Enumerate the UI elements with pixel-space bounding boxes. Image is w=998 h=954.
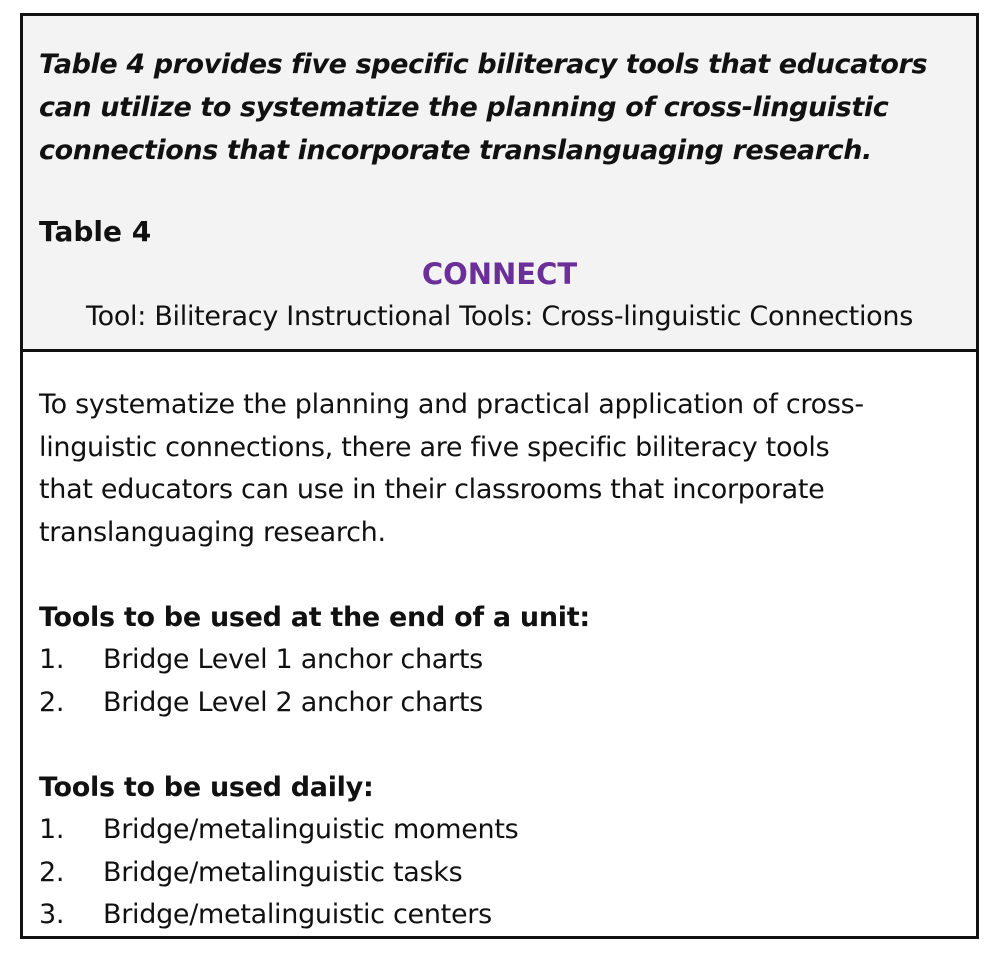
paragraph-line: translanguaging research. — [39, 516, 386, 548]
list-item — [39, 639, 483, 682]
table-header — [23, 16, 976, 352]
list-text: Bridge/metalinguistic tasks — [103, 856, 463, 888]
daily-tools-heading: Tools to be used daily: — [39, 772, 374, 803]
list-number: 3. — [39, 899, 65, 930]
unit-tools-list — [39, 639, 483, 724]
list-item — [39, 682, 483, 725]
list-number: 1. — [39, 644, 65, 675]
list-text: Bridge Level 1 anchor charts — [103, 644, 483, 675]
tool-description: Tool: Biliteracy Instructional Tools: Cross-linguistic Connections — [86, 301, 913, 332]
section-heading: CONNECT — [421, 257, 578, 291]
daily-tools-list — [39, 809, 518, 937]
list-item — [39, 852, 518, 895]
table-label: Table 4 — [39, 215, 152, 248]
table-box — [20, 13, 979, 939]
body-paragraph — [39, 384, 959, 554]
paragraph-line: that educators can use in their classrooms that incorporate — [39, 474, 825, 505]
list-text: Bridge/metalinguistic moments — [103, 814, 519, 845]
unit-tools-heading: Tools to be used at the end of a unit: — [39, 602, 590, 633]
list-number: 1. — [39, 814, 65, 845]
intro-text: Table 4 provides five specific biliteracy tools that educators can utilize to systematize the planning of cross-linguistic connections that incorporate translanguaging research. — [39, 49, 928, 166]
paragraph-line: To systematize the planning and practical application of cross- — [39, 389, 864, 420]
list-number: 2. — [39, 686, 65, 718]
list-item — [39, 894, 518, 937]
list-item — [39, 809, 518, 852]
list-number: 2. — [39, 856, 65, 888]
list-text: Bridge/metalinguistic centers — [103, 899, 492, 930]
paragraph-line: linguistic connections, there are five specific biliteracy tools — [39, 431, 830, 463]
list-text: Bridge Level 2 anchor charts — [103, 686, 483, 718]
